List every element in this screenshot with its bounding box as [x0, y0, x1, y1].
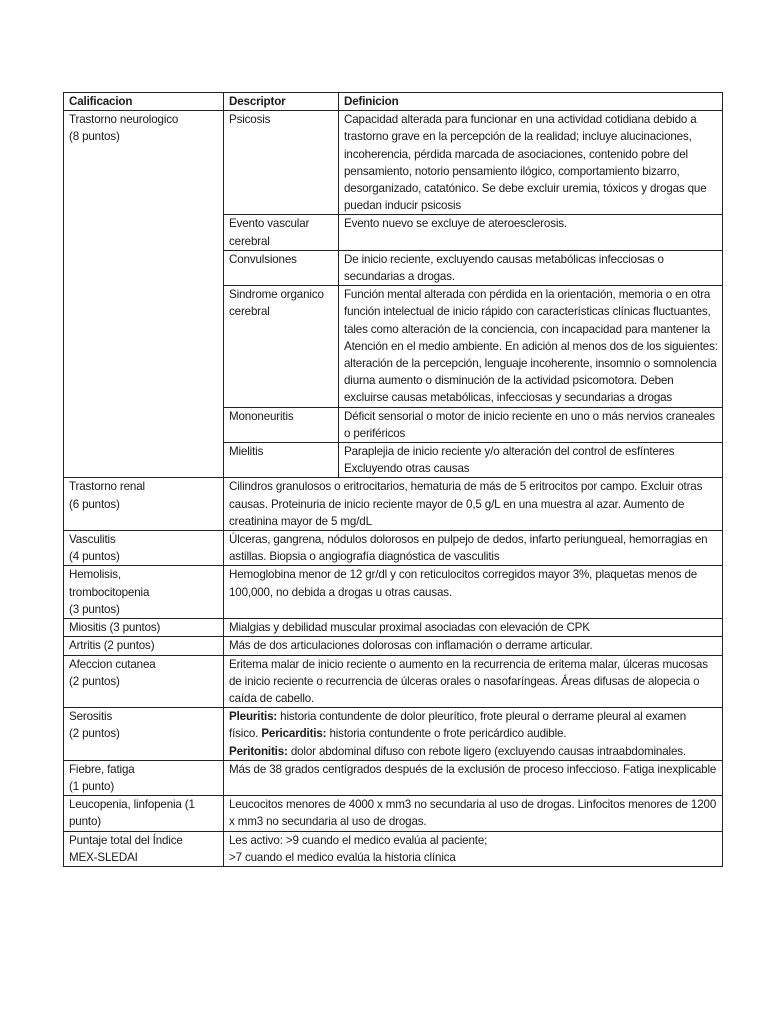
- descriptor-cell: Convulsiones: [224, 250, 339, 285]
- definition-cell: Eritema malar de inicio reciente o aumento en la recurrencia de eritema malar, úlceras mucosas de inicio reciente o recurrencia de úlceras orales o nasofaríngeas. Áreas difusas de alopecia o caída de cabello.: [224, 655, 723, 708]
- definition-cell: Capacidad alterada para funcionar en una actividad cotidiana debido a trastorno grave en la percepción de la realidad; incluye alucinaciones, incoherencia, pérdida marcada de asociaciones, contenido pobre del pensamiento, notorio pensamiento ilógico, comportamiento bizarro, desorganizado, catatónico. Se debe excluir uremia, tóxicos y drogas que puedan inducir psicosis: [339, 111, 723, 215]
- pericarditis-label: Pericarditis:: [261, 727, 327, 741]
- category-label: Fiebre, fatiga: [69, 762, 135, 776]
- peritonitis-text: dolor abdominal difuso con rebote ligero (excluyendo causas intraabdominales.: [287, 744, 686, 758]
- descriptor-cell: Psicosis: [224, 111, 339, 215]
- table-row: [64, 796, 723, 831]
- descriptor-cell: Mielitis: [224, 443, 339, 478]
- pleuritis-label: Pleuritis:: [229, 710, 278, 724]
- category-label: Trastorno renal: [69, 480, 145, 494]
- header-descriptor: Descriptor: [224, 93, 339, 111]
- definition-cell: Más de 38 grados centígrados después de la exclusión de proceso infeccioso. Fatiga inexplicable: [224, 760, 723, 795]
- total-line: >7 cuando el medico evalúa la historia clínica: [229, 850, 456, 864]
- category-points: (6 puntos): [69, 497, 120, 511]
- table-row: [64, 708, 723, 761]
- category-cell: [64, 111, 224, 478]
- category-cell: [64, 566, 224, 619]
- category-label: Serositis: [69, 710, 113, 724]
- definition-cell: Leucocitos menores de 4000 x mm3 no secundaria al uso de drogas. Linfocitos menores de 1200 x mm3 no secundaria al uso de drogas.: [224, 796, 723, 831]
- table-row: [64, 111, 723, 215]
- category-label: Vasculitis: [69, 533, 116, 547]
- header-row: [64, 93, 723, 111]
- total-line: Les activo: >9 cuando el medico evalúa al paciente;: [229, 833, 488, 847]
- category-cell: Leucopenia, linfopenia (1 punto): [64, 796, 224, 831]
- definition-cell: Evento nuevo se excluye de ateroesclerosis.: [339, 215, 723, 250]
- table-row: [64, 619, 723, 637]
- category-label: trombocitopenia: [69, 585, 150, 599]
- category-cell: [64, 478, 224, 531]
- table-row: [64, 637, 723, 655]
- category-points: (3 puntos): [69, 602, 120, 616]
- pleuritis-text: historia contundente de dolor pleurítico, frote pleural o derrame pleural al examen físico.: [229, 710, 686, 741]
- category-cell: [64, 531, 224, 566]
- category-cell: Miositis (3 puntos): [64, 619, 224, 637]
- table-row: [64, 655, 723, 708]
- category-points: (4 puntos): [69, 550, 120, 564]
- definition-cell: Paraplejia de inicio reciente y/o alteración del control de esfínteres Excluyendo otras causas: [339, 443, 723, 478]
- descriptor-cell: Sindrome organico cerebral: [224, 286, 339, 407]
- peritonitis-label: Peritonitis:: [229, 744, 288, 758]
- definition-cell: Más de dos articulaciones dolorosas con inflamación o derrame articular.: [224, 637, 723, 655]
- definition-cell: De inicio reciente, excluyendo causas metabólicas infecciosas o secundarias a drogas.: [339, 250, 723, 285]
- category-points: (2 puntos): [69, 727, 120, 741]
- category-cell: [64, 831, 224, 866]
- category-cell: [64, 708, 224, 761]
- definition-cell: Mialgias y debilidad muscular proximal asociadas con elevación de CPK: [224, 619, 723, 637]
- category-label: Hemolisis,: [69, 568, 121, 582]
- header-calificacion: Calificacion: [64, 93, 224, 111]
- table-row: [64, 478, 723, 531]
- table-row: [64, 566, 723, 619]
- category-cell: [64, 655, 224, 708]
- descriptor-cell: Mononeuritis: [224, 407, 339, 442]
- definition-cell: Cilindros granulosos o eritrocitarios, hematuria de más de 5 eritrocitos por campo. Excluir otras causas. Proteinuria de inicio reciente mayor de 0,5 g/L en una muestra al azar. Aumento de creatinina mayor de 5 mg/dL: [224, 478, 723, 531]
- category-points: (8 puntos): [69, 130, 120, 144]
- category-points: (1 punto): [69, 779, 115, 793]
- total-label: Puntaje total del Índice: [69, 833, 183, 847]
- table-row: [64, 760, 723, 795]
- total-index-name: MEX-SLEDAI: [69, 850, 138, 864]
- pericarditis-text: historia contundente o frote pericárdico audible.: [326, 727, 567, 741]
- definition-cell: Déficit sensorial o motor de inicio reciente en uno o más nervios craneales o periféricos: [339, 407, 723, 442]
- header-definicion: Definicion: [339, 93, 723, 111]
- category-label: Afeccion cutanea: [69, 657, 156, 671]
- definition-cell: Hemoglobina menor de 12 gr/dl y con reticulocitos corregidos mayor 3%, plaquetas menos de 100,000, no debida a drogas u otras causas.: [224, 566, 723, 619]
- table-row: [64, 531, 723, 566]
- category-cell: Artritis (2 puntos): [64, 637, 224, 655]
- table-row: [64, 831, 723, 866]
- category-cell: [64, 760, 224, 795]
- definition-cell: [224, 831, 723, 866]
- definition-cell: Úlceras, gangrena, nódulos dolorosos en pulpejo de dedos, infarto periungueal, hemorragias en astillas. Biopsia o angiografía diagnóstica de vasculitis: [224, 531, 723, 566]
- mex-sledai-table: [63, 92, 723, 867]
- peritonitis-line: [229, 743, 718, 760]
- definition-cell: Función mental alterada con pérdida en la orientación, memoria o en otra función intelectual de inicio rápido con características clínicas fluctuantes, tales como alteración de la conciencia, con incapacidad para mantener la Atención en el medio ambiente. En adición al menos dos de los siguientes: alteración de la percepción, lenguaje incoherente, insomnio o somnolencia diurna aumento o disminución de la actividad psicomotora. Deben excluirse causas metabólicas, infecciosas y secundarias a drogas: [339, 286, 723, 407]
- category-points: (2 puntos): [69, 674, 120, 688]
- definition-cell: [224, 708, 723, 761]
- category-label: Trastorno neurologico: [69, 113, 179, 127]
- descriptor-cell: Evento vascular cerebral: [224, 215, 339, 250]
